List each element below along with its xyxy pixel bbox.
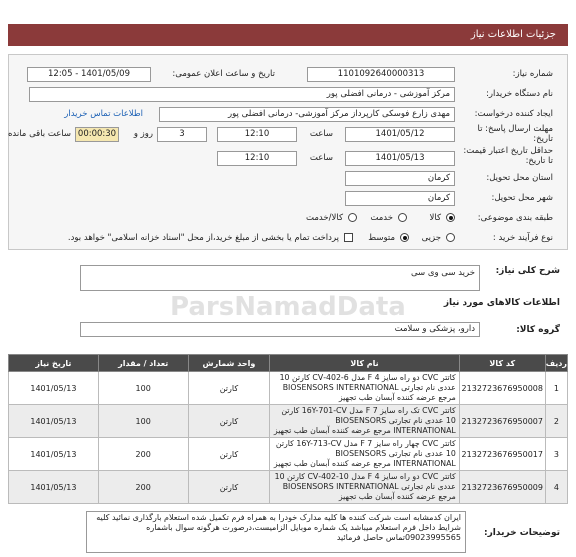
announce-field: 1401/05/09 - 12:05 <box>27 67 151 82</box>
city-field: کرمان <box>345 191 455 206</box>
page-title: جزئيات اطلاعات نیاز <box>470 29 556 40</box>
need-number-label: شماره نیاز: <box>512 69 553 79</box>
deadline-time-field: 12:10 <box>217 127 297 142</box>
row-unit: کارتن <box>188 438 270 471</box>
days-field: 3 <box>157 127 207 142</box>
col-name: نام کالا <box>270 355 459 372</box>
goods-group-field: دارو، پزشکی و سلامت <box>80 322 480 337</box>
countdown-timer: 00:00:30 <box>75 127 119 142</box>
category-radio-service[interactable] <box>398 213 407 222</box>
purchase-radio-minor[interactable] <box>446 233 455 242</box>
row-qty: 100 <box>98 405 188 438</box>
treasury-payment-checkbox[interactable] <box>344 233 353 242</box>
row-index: 3 <box>545 438 567 471</box>
category-option-goods-service: کالا/خدمت <box>306 213 343 223</box>
row-name: کاتتر CVC چهار راه سایز 7 F مدل 16Y-713-CV کارتن 10 عددی نام تجارتی BIOSENSORS INTERNATIONAL مرجع عرضه کننده آبسان طب تجهیز <box>270 438 459 471</box>
row-qty: 200 <box>98 471 188 504</box>
row-unit: کارتن <box>188 405 270 438</box>
deadline-time-label: ساعت <box>309 129 333 139</box>
buyer-notes-field: ایران کدمشابه است شرکت کننده ها کلیه مدارک خودرا به همراه فرم تکمیل شده استعلام بارگذاری نمائید کلیه شرایط داخل فرم استعلام میباشد یک شماره موبایل الزامیست،درصورت هرگونه سوال باشماره 09023995565تماس حاصل فرمائید <box>86 511 466 553</box>
need-details-panel <box>8 54 568 250</box>
goods-table-header <box>9 355 568 372</box>
category-option-goods: کالا <box>429 213 441 223</box>
category-option-service: خدمت <box>370 213 393 223</box>
row-unit: کارتن <box>188 372 270 405</box>
table-row <box>9 405 568 438</box>
buyer-org-field: مرکز آموزشی - درمانی افضلی پور <box>29 87 455 102</box>
row-code: 2132723676950008 <box>459 372 545 405</box>
row-date: 1401/05/13 <box>9 471 99 504</box>
buyer-contact-link[interactable]: اطلاعات تماس خریدار <box>64 109 143 119</box>
treasury-payment-note: پرداخت تمام یا بخشی از مبلغ خرید،از محل "اسناد خزانه اسلامی" خواهد بود. <box>67 233 339 243</box>
row-code: 2132723676950007 <box>459 405 545 438</box>
row-index: 1 <box>545 372 567 405</box>
purchase-radio-medium[interactable] <box>400 233 409 242</box>
validity-label: حداقل تاریخ اعتبار قیمت: تا تاریخ: <box>463 146 553 166</box>
row-date: 1401/05/13 <box>9 438 99 471</box>
purchase-type-label: نوع فرآیند خرید : <box>492 233 553 243</box>
row-name: کاتتر CVC دو راه سایز 4 F مدل 6-402-CV کارتن 10 عددی نام تجارتی BIOSENSORS INTERNATIONAL مرجع عرضه کننده آبسان طب تجهیز <box>270 372 459 405</box>
goods-group-label: گروه کالا: <box>516 325 560 335</box>
deadline-label: مهلت ارسال پاسخ: تا تاریخ: <box>477 124 553 144</box>
page-header <box>8 24 568 46</box>
goods-section-title: اطلاعات کالاهای مورد نیاز <box>443 298 560 308</box>
province-label: استان محل تحویل: <box>486 173 553 183</box>
col-code: کد کالا <box>459 355 545 372</box>
summary-field: خرید سی وی سی <box>80 265 480 291</box>
row-code: 2132723676950009 <box>459 471 545 504</box>
table-row <box>9 438 568 471</box>
need-number-field: 1101092640000313 <box>307 67 455 82</box>
province-field: کرمان <box>345 171 455 186</box>
category-radio-goods-service[interactable] <box>348 213 357 222</box>
category-radio-goods[interactable] <box>446 213 455 222</box>
validity-time-label: ساعت <box>309 153 333 163</box>
row-name: کاتتر CVC دو راه سایز 4 F مدل 10-402-CV کارتن 10 عددی نام تجارتی BIOSENSORS INTERNATIONAL مرجع عرضه کننده آبسان طب تجهیز <box>270 471 459 504</box>
validity-time-field: 12:10 <box>217 151 297 166</box>
table-row <box>9 471 568 504</box>
validity-date-field: 1401/05/13 <box>345 151 455 166</box>
col-unit: واحد شمارش <box>188 355 270 372</box>
days-label: روز و <box>133 129 153 139</box>
remaining-label: ساعت باقی مانده <box>7 129 71 139</box>
buyer-org-label: نام دستگاه خریدار: <box>486 89 553 99</box>
watermark: ParsNamadData <box>170 292 406 322</box>
category-label: طبقه بندی موضوعی: <box>477 213 553 223</box>
col-index: ردیف <box>545 355 567 372</box>
row-code: 2132723676950017 <box>459 438 545 471</box>
row-index: 2 <box>545 405 567 438</box>
city-label: شهر محل تحویل: <box>491 193 553 203</box>
row-qty: 200 <box>98 438 188 471</box>
col-date: تاریخ نیاز <box>9 355 99 372</box>
row-name: کاتتر CVC تک راه سایز 7 F مدل 16Y-701-CV کارتن 10 عددی نام تجارتی BIOSENSORS INTERNATIONAL مرجع عرضه کننده آبسان طب تجهیز <box>270 405 459 438</box>
col-qty: تعداد / مقدار <box>98 355 188 372</box>
purchase-option-medium: متوسط <box>368 233 395 243</box>
row-unit: کارتن <box>188 471 270 504</box>
buyer-notes-label: توضیحات خریدار: <box>484 528 560 538</box>
row-qty: 100 <box>98 372 188 405</box>
row-date: 1401/05/13 <box>9 372 99 405</box>
row-index: 4 <box>545 471 567 504</box>
requester-label: ایجاد کننده درخواست: <box>474 109 553 119</box>
announce-label: تاریخ و ساعت اعلان عمومی: <box>172 69 275 79</box>
summary-label: شرح کلی نیاز: <box>495 266 560 276</box>
purchase-option-minor: جزیی <box>421 233 441 243</box>
row-date: 1401/05/13 <box>9 405 99 438</box>
goods-table <box>8 354 568 504</box>
table-row <box>9 372 568 405</box>
deadline-date-field: 1401/05/12 <box>345 127 455 142</box>
requester-field: مهدی زارع فوسکی کارپرداز مرکز آموزشی- درمانی افضلی پور <box>159 107 455 122</box>
